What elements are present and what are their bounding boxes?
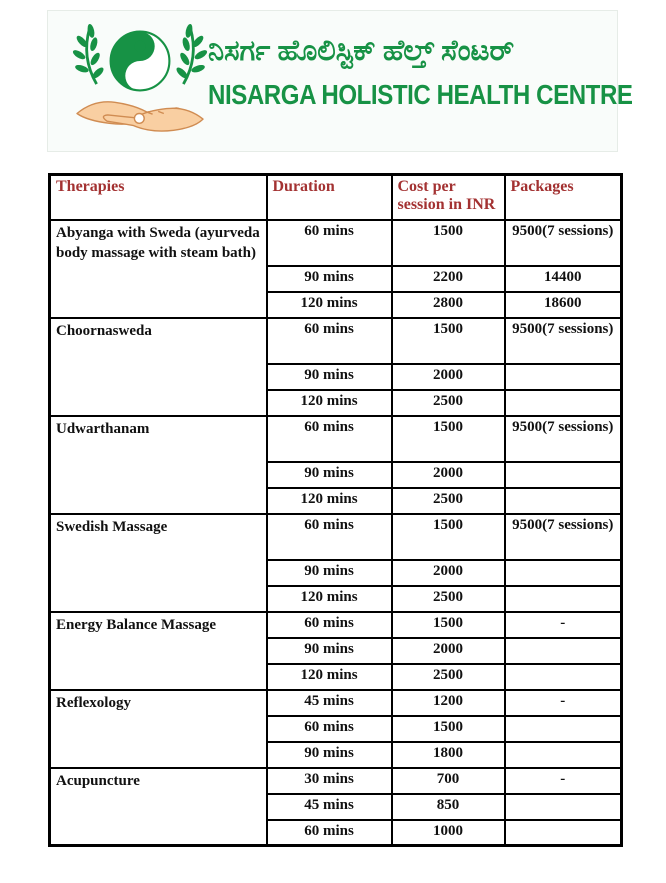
laurel-branch-left-icon — [71, 23, 105, 84]
package-cell — [505, 716, 622, 742]
table-row — [50, 768, 622, 794]
duration-cell: 120 mins — [267, 664, 392, 690]
cost-cell: 2000 — [392, 462, 505, 488]
cost-cell: 1200 — [392, 690, 505, 716]
duration-cell: 90 mins — [267, 742, 392, 768]
cost-cell: 2000 — [392, 364, 505, 390]
duration-cell: 60 mins — [267, 318, 392, 364]
package-cell: 9500(7 sessions) — [505, 318, 622, 364]
table-row — [50, 612, 622, 638]
therapy-cell: Choornasweda — [50, 318, 267, 416]
duration-cell: 120 mins — [267, 292, 392, 318]
cost-cell: 1500 — [392, 220, 505, 266]
therapy-cell: Reflexology — [50, 690, 267, 768]
duration-cell: 90 mins — [267, 364, 392, 390]
cost-cell: 1500 — [392, 416, 505, 462]
cost-cell: 2000 — [392, 638, 505, 664]
duration-cell: 45 mins — [267, 794, 392, 820]
package-cell — [505, 794, 622, 820]
laurel-branch-right-icon — [175, 23, 209, 84]
price-table — [48, 173, 623, 847]
duration-cell: 120 mins — [267, 488, 392, 514]
package-cell: 9500(7 sessions) — [505, 220, 622, 266]
therapy-cell: Swedish Massage — [50, 514, 267, 612]
cost-cell: 700 — [392, 768, 505, 794]
table-row — [50, 514, 622, 560]
duration-cell: 45 mins — [267, 690, 392, 716]
package-cell: - — [505, 612, 622, 638]
package-cell: 14400 — [505, 266, 622, 292]
duration-cell: 60 mins — [267, 220, 392, 266]
package-cell: - — [505, 768, 622, 794]
yin-yang-icon — [111, 32, 170, 91]
duration-cell: 60 mins — [267, 716, 392, 742]
package-cell — [505, 586, 622, 612]
hands-icon — [77, 102, 203, 131]
cost-cell: 2800 — [392, 292, 505, 318]
duration-cell: 60 mins — [267, 416, 392, 462]
package-cell: 9500(7 sessions) — [505, 416, 622, 462]
duration-cell: 60 mins — [267, 612, 392, 638]
cost-cell: 850 — [392, 794, 505, 820]
therapy-cell: Abyanga with Sweda (ayurveda body massage with steam bath) — [50, 220, 267, 318]
duration-cell: 90 mins — [267, 462, 392, 488]
duration-cell: 60 mins — [267, 514, 392, 560]
header-titles — [208, 33, 633, 111]
title-kannada: ನಿಸರ್ಗ ಹೊಲಿಸ್ಟಿಕ್ ಹೆಲ್ತ್ ಸೆಂಟರ್ — [208, 35, 515, 67]
column-header-cost: Cost per session in INR — [392, 175, 505, 220]
cost-cell: 2500 — [392, 664, 505, 690]
duration-cell: 90 mins — [267, 266, 392, 292]
cost-cell: 2500 — [392, 390, 505, 416]
column-header-duration: Duration — [267, 175, 392, 220]
duration-cell: 120 mins — [267, 390, 392, 416]
therapy-cell: Acupuncture — [50, 768, 267, 846]
duration-cell: 90 mins — [267, 560, 392, 586]
table-row — [50, 220, 622, 266]
package-cell: 18600 — [505, 292, 622, 318]
package-cell — [505, 638, 622, 664]
package-cell — [505, 560, 622, 586]
table-row — [50, 690, 622, 716]
package-cell: 9500(7 sessions) — [505, 514, 622, 560]
cost-cell: 2500 — [392, 586, 505, 612]
package-cell — [505, 664, 622, 690]
therapy-cell: Udwarthanam — [50, 416, 267, 514]
header-banner — [47, 10, 633, 152]
title-english: NISARGA HOLISTIC HEALTH CENTRE — [208, 79, 633, 111]
cost-cell: 1500 — [392, 514, 505, 560]
package-cell — [505, 488, 622, 514]
table-row — [50, 416, 622, 462]
duration-cell: 120 mins — [267, 586, 392, 612]
column-header-therapies: Therapies — [50, 175, 267, 220]
cost-cell: 1000 — [392, 820, 505, 846]
therapy-cell: Energy Balance Massage — [50, 612, 267, 690]
package-cell — [505, 364, 622, 390]
package-cell — [505, 390, 622, 416]
cost-cell: 1500 — [392, 612, 505, 638]
cost-cell: 1500 — [392, 716, 505, 742]
duration-cell: 90 mins — [267, 638, 392, 664]
duration-cell: 30 mins — [267, 768, 392, 794]
package-cell — [505, 742, 622, 768]
cost-cell: 1500 — [392, 318, 505, 364]
package-cell — [505, 820, 622, 846]
package-cell — [505, 462, 622, 488]
clinic-logo — [70, 19, 210, 145]
cost-cell: 2200 — [392, 266, 505, 292]
column-header-packages: Packages — [505, 175, 622, 220]
duration-cell: 60 mins — [267, 820, 392, 846]
cost-cell: 2000 — [392, 560, 505, 586]
package-cell: - — [505, 690, 622, 716]
table-row — [50, 318, 622, 364]
cost-cell: 1800 — [392, 742, 505, 768]
cost-cell: 2500 — [392, 488, 505, 514]
table-header-row — [50, 175, 622, 220]
